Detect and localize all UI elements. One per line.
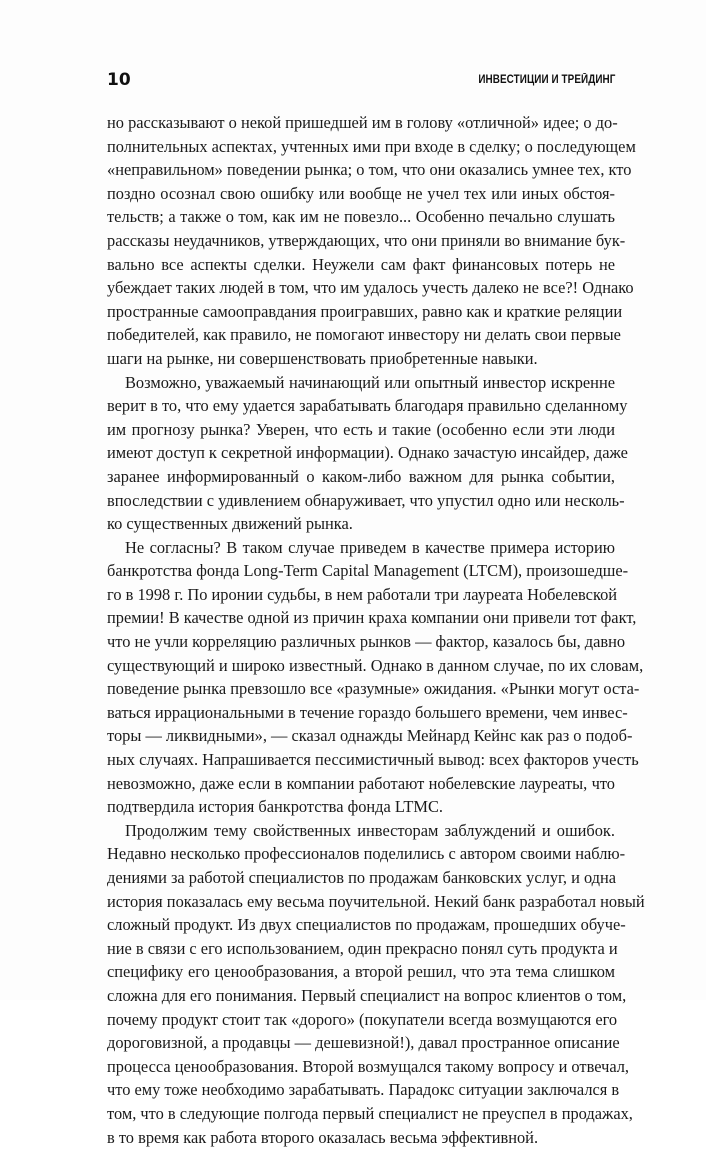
text-line: вально все аспекты сделки. Неужели сам факт финансовых потерь не xyxy=(107,254,615,274)
text-line: история показалась ему весьма поучительной. Некий банк разработал новый xyxy=(107,891,645,911)
text-line: ние в связи с его использованием, один прекрасно понял суть продукта и xyxy=(107,938,618,958)
text-line: подтвердила история банкротства фонда LTMC. xyxy=(107,797,443,817)
text-line: пространные самооправдания проигравших, равно как и краткие реляции xyxy=(107,301,623,321)
page-body xyxy=(107,111,645,1149)
text-line: ко существенных движений рынка. xyxy=(107,514,353,534)
paragraph xyxy=(107,536,644,819)
text-line: торы — ликвидными», — сказал однажды Мейнард Кейнс как раз о подоб- xyxy=(107,726,633,746)
text-line: невозможно, даже если в компании работают нобелевские лауреаты, что xyxy=(107,773,615,793)
text-line: сложна для его понимания. Первый специалист на вопрос клиентов о том, xyxy=(107,985,627,1005)
text-line: верит в то, что ему удается зарабатывать благодаря правильно сделанному xyxy=(107,396,628,416)
text-line: ных случаях. Напрашивается пессимистичный вывод: всех факторов учесть xyxy=(107,750,639,770)
text-line: го в 1998 г. По иронии судьбы, в нем работали три лауреата Нобелевской xyxy=(107,584,618,604)
text-line: шаги на рынке, ни совершенствовать приобретенные навыки. xyxy=(107,348,538,368)
text-line: убеждает таких людей в том, что им удалось учесть далеко не все?! Однако xyxy=(107,278,634,298)
text-line: поведение рынка превзошло все «разумные» ожидания. «Рынки могут оста- xyxy=(107,679,640,699)
paragraph xyxy=(107,111,636,371)
text-line: Продолжим тему свойственных инвесторам заблуждений и ошибок. xyxy=(125,820,615,840)
text-line: что ему тоже необходимо зарабатывать. Парадокс ситуации заключался в xyxy=(107,1080,620,1100)
text-line: им прогнозу рынка? Уверен, что есть и такие (особенно если эти люди xyxy=(107,419,615,439)
text-line: но рассказывают о некой пришедшей им в голову «отличной» идее; о до- xyxy=(107,113,618,132)
text-line: специфику его ценообразования, а второй решил, что эта тема слишком xyxy=(107,962,615,982)
paragraph xyxy=(107,371,628,536)
text-line: Возможно, уважаемый начинающий или опытный инвестор искренне xyxy=(125,372,615,392)
text-line: ваться иррациональными в течение гораздо большего времени, чем инвес- xyxy=(107,702,628,722)
text-line: дениями за работой специалистов по продажам банковских услуг, и одна xyxy=(107,868,617,887)
text-line: заранее информированный о каком-либо важном для рынка событии, xyxy=(107,466,615,486)
text-line: рассказы неудачников, утверждающих, что они приняли во внимание бук- xyxy=(107,230,626,250)
text-line: «неправильном» поведении рынка; о том, что они оказались умнее тех, кто xyxy=(107,160,632,180)
page-header xyxy=(107,70,615,90)
text-line: поздно осознал свою ошибку или вообще не учел тех или иных обстоя- xyxy=(107,183,615,203)
running-head: ИНВЕСТИЦИИ И ТРЕЙДИНГ xyxy=(477,74,615,86)
page-number: 10 xyxy=(107,70,131,90)
text-line: победителей, как правило, не помогают инвестору ни делать свои первые xyxy=(107,325,621,345)
text-line: премии! В качестве одной из причин краха компании они привели тот факт, xyxy=(107,608,637,628)
text-line: впоследствии с удивлением обнаруживает, что упустил одно или несколь- xyxy=(107,490,625,510)
text-line: существующий и широко известный. Однако в данном случае, по их словам, xyxy=(107,655,644,675)
text-line: процесса ценообразования. Второй возмущался такому вопросу и отвечал, xyxy=(107,1056,630,1076)
text-line: тельств; а также о том, как им не повезло... Особенно печально слушать xyxy=(107,207,615,227)
text-line: Недавно несколько профессионалов поделились с автором своими наблю- xyxy=(107,844,626,864)
text-line: дороговизной, а продавцы — дешевизной!), давал пространное описание xyxy=(107,1033,620,1053)
text-line: что не учли корреляцию различных рынков — фактор, казалось бы, давно xyxy=(107,632,626,652)
text-line: том, что в следующие полгода первый специалист не преуспел в продажах, xyxy=(107,1103,633,1123)
paragraph xyxy=(107,819,645,1149)
text-line: в то время как работа второго оказалась весьма эффективной. xyxy=(107,1127,539,1147)
text-line: банкротства фонда Long-Term Capital Management (LTCM), произошедше- xyxy=(107,561,629,581)
text-line: полнительных аспектах, учтенных ими при входе в сделку; о последующем xyxy=(107,136,636,156)
text-line: Не согласны? В таком случае приведем в качестве примера историю xyxy=(125,537,615,557)
text-line: сложный продукт. Из двух специалистов по продажам, прошедших обуче- xyxy=(107,915,626,935)
text-line: почему продукт стоит так «дорого» (покупатели всегда возмущаются его xyxy=(107,1009,618,1029)
text-line: имеют доступ к секретной информации). Однако зачастую инсайдер, даже xyxy=(107,443,628,463)
